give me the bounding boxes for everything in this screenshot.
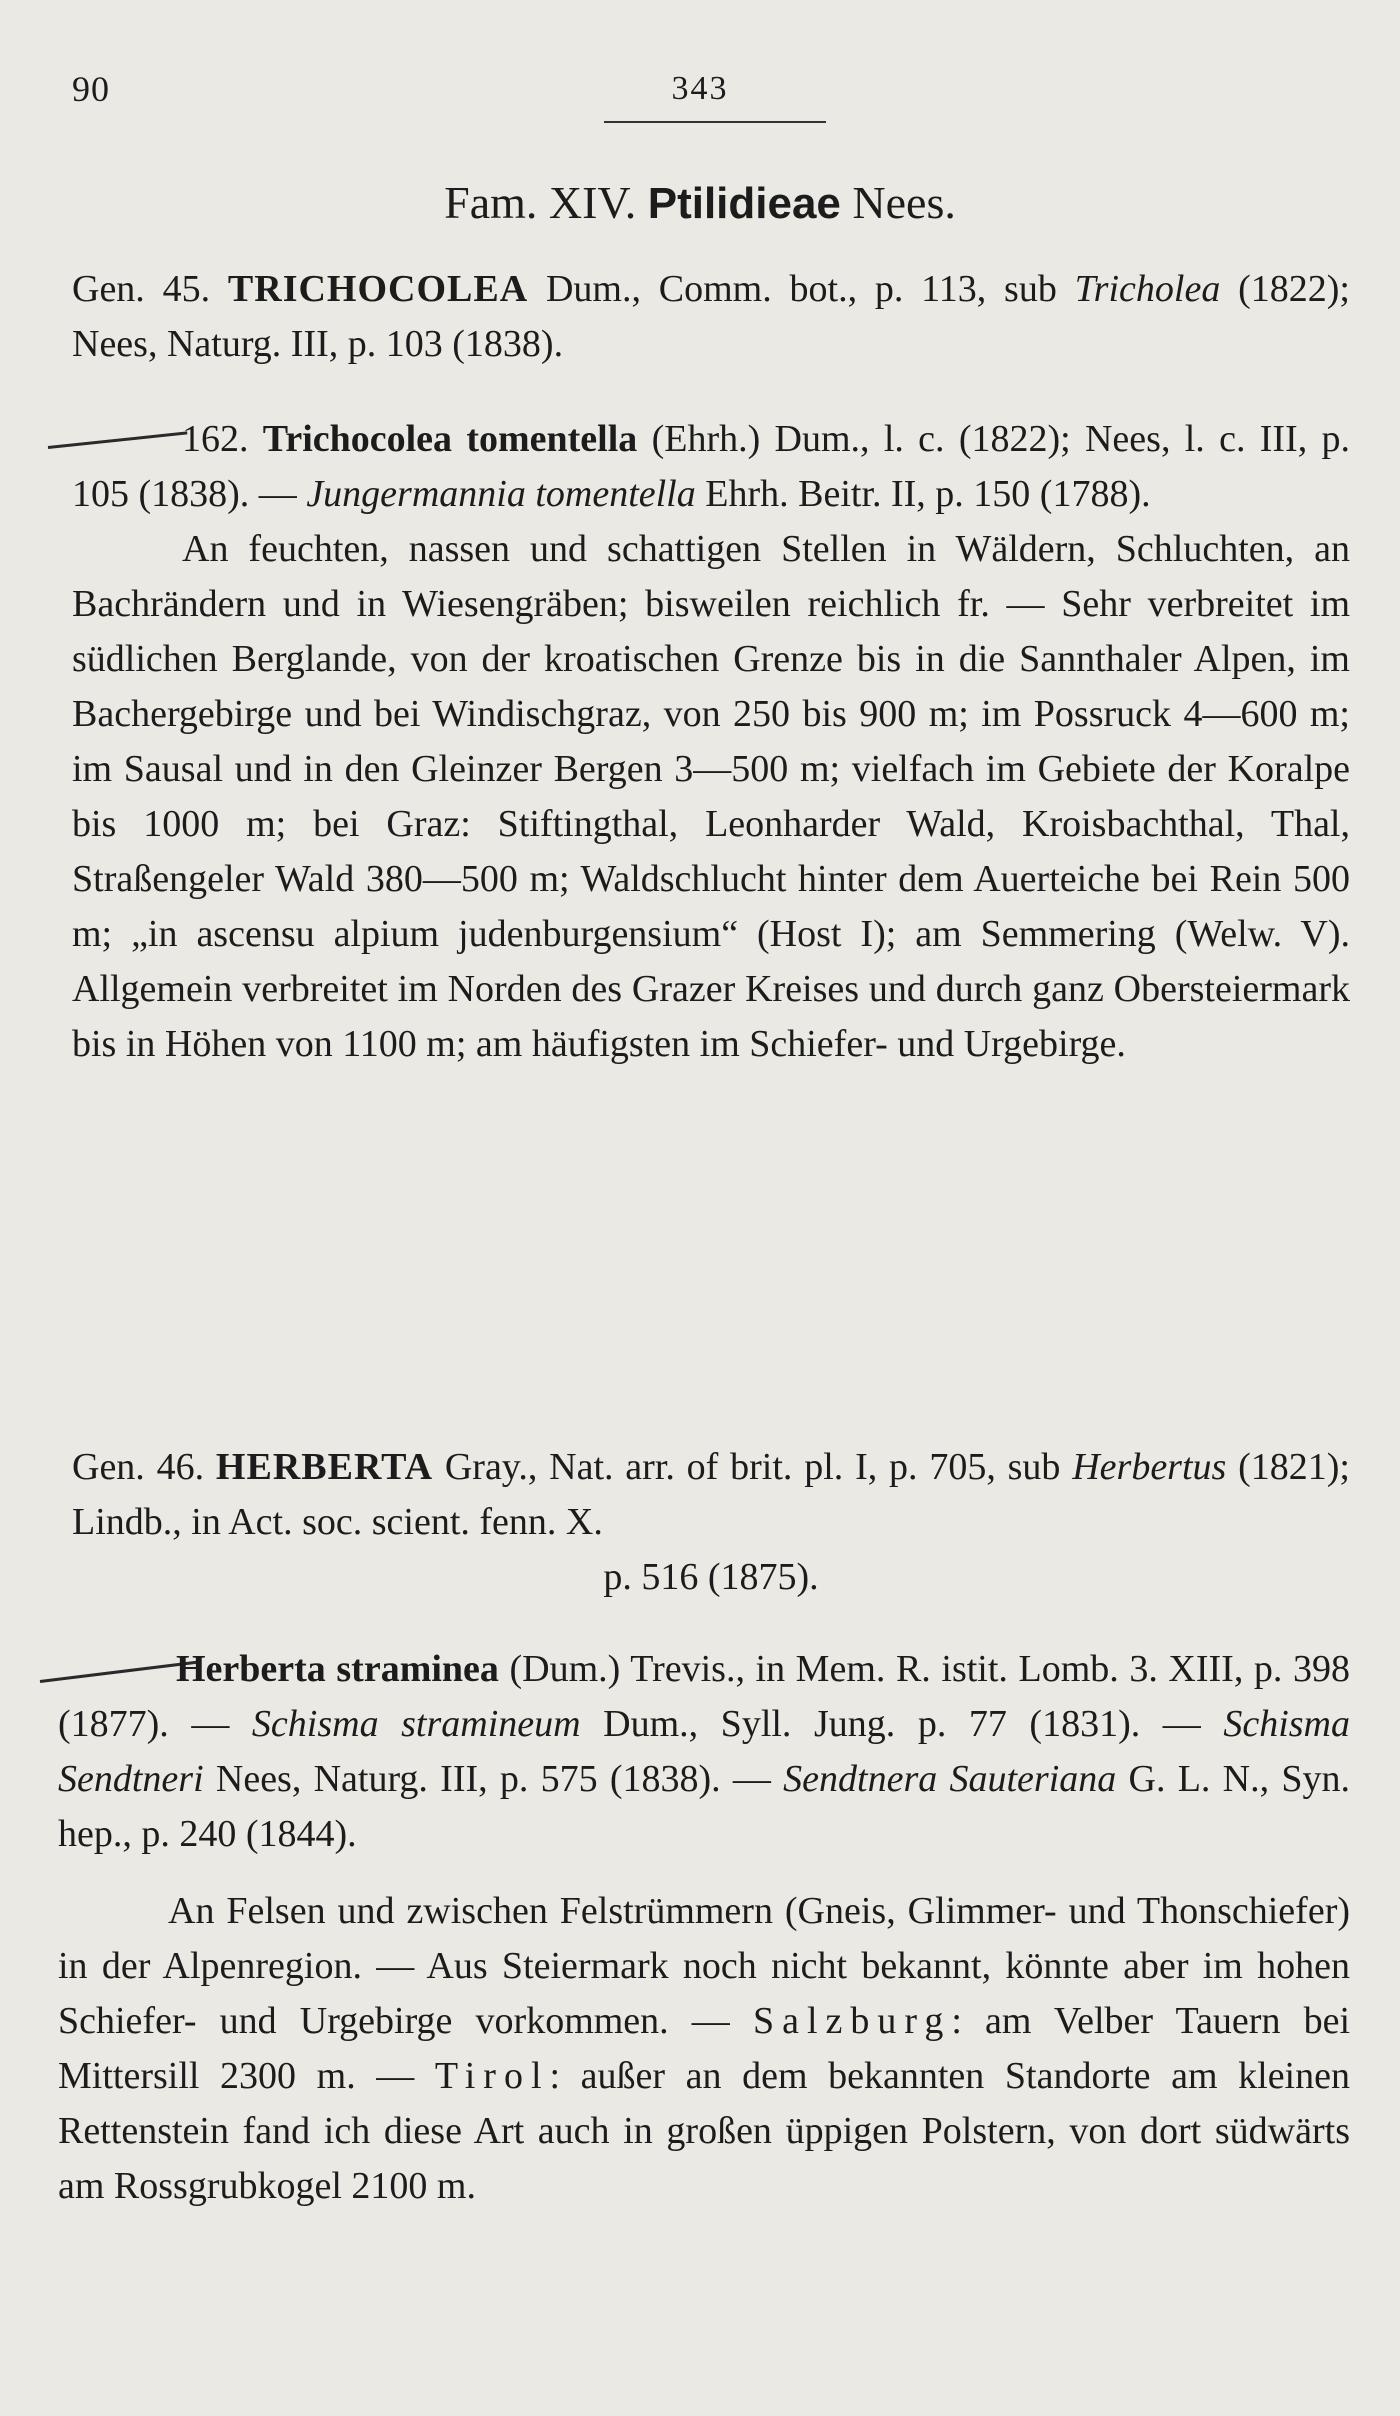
species-162-number: 162. (182, 418, 263, 460)
family-heading (0, 176, 1400, 229)
genus-45-label: Gen. 45. (72, 268, 228, 310)
herberta-citation-2: Dum., Syll. Jung. p. 77 (1831). — (580, 1703, 1224, 1745)
herberta-citation-1: (Dum.) Trevis., in Mem. R. istit. Lomb. 3. XIII, p. 398 (1877). — (58, 1648, 1350, 1745)
genus-46-citation-3: p. 516 (1875). (603, 1556, 819, 1598)
genus-46-entry (72, 1440, 1350, 1605)
species-162-habitat: An feuchten, nassen und schattigen Stellen in Wäldern, Schluchten, an Bachrändern und in Wiesengräben; bisweilen reichlich fr. — Sehr verbreitet im südlichen Berglande, von der kroatischen Grenze bis in die Sannthaler Alpen, im Bachergebirge und bei Windischgraz, von 250 bis 900 m; im Possruck 4—600 m; im Sausal und in den Gleinzer Bergen 3—500 m; vielfach im Gebiete der Koralpe bis 1000 m; bei Graz: Stiftingthal, Leonharder Wald, Kroisbachthal, Thal, Straßengeler Wald 380—500 m; Waldschlucht hinter dem Auerteiche bei Rein 500 m; „in ascensu alpium judenburgensium“ (Host I); am Semmering (Welw. V). Allgemein verbreitet im Norden des Grazer Kreises und durch ganz Obersteiermark bis in Höhen von 1100 m; am häufigsten im Schiefer- und Urgebirge. (72, 528, 1350, 1065)
genus-45-synonym: Tricholea (1074, 268, 1221, 310)
herberta-synonym-1: Schisma stramineum (251, 1703, 581, 1745)
herberta-name: Herberta straminea (176, 1648, 499, 1690)
family-author: Nees. (840, 177, 956, 228)
genus-45-citation-1: Dum., Comm. bot., p. 113, sub (528, 268, 1075, 310)
herberta-region-salzburg: Salzburg (752, 2000, 952, 2042)
header-rule (604, 121, 826, 123)
species-162-entry (72, 412, 1350, 1072)
page-number-center: 343 (671, 70, 729, 107)
family-name: Ptilidieae (647, 179, 841, 228)
herberta-habitat-1: An Felsen und zwischen Felstrümmern (Gneis, Glimmer- und Thonschiefer) in der Alpenregion. — Aus Steiermark noch nicht bekannt, könnte aber im hohen Schiefer- und Urgebirge vorkommen. — (58, 1890, 1350, 2042)
genus-46-label: Gen. 46. (72, 1446, 216, 1488)
herberta-habitat-3: : außer an dem bekannten Standorte am kleinen Rettenstein fand ich diese Art auch in großen üppigen Polstern, von dort südwärts am Rossgrubkogel 2100 m. (58, 2055, 1350, 2207)
herberta-synonym-3: Sendtnera Sauteriana (783, 1758, 1117, 1800)
genus-46-name: HERBERTA (215, 1446, 434, 1488)
herberta-citation-3: Nees, Naturg. III, p. 575 (1838). — (203, 1758, 784, 1800)
species-162-synonym: Jungermannia tomentella (306, 473, 696, 515)
herberta-synonym-2: Schisma Sendtneri (58, 1703, 1350, 1800)
species-162-citation-1: (Ehrh.) Dum., l. c. (1822); Nees, l. c. III, p. 105 (1838). — (72, 418, 1350, 515)
species-162-name: Trichocolea tomentella (262, 418, 638, 460)
herberta-straminea-entry (58, 1642, 1350, 2214)
species-162-citation-2: Ehrh. Beitr. II, p. 150 (1788). (695, 473, 1151, 515)
genus-45-citation-2: (1822); Nees, Naturg. III, p. 103 (1838). (72, 268, 1350, 365)
herberta-habitat (58, 1884, 1350, 2214)
herberta-region-tirol: Tirol (434, 2055, 550, 2097)
herberta-citation-4: G. L. N., Syn. hep., p. 240 (1844). (58, 1758, 1350, 1855)
family-prefix: Fam. XIV. (444, 177, 648, 228)
genus-45-entry (72, 262, 1350, 372)
genus-45-name: TRICHOCOLEA (227, 268, 529, 310)
genus-46-citation-2: (1821); Lindb., in Act. soc. scient. fenn. X. (72, 1446, 1350, 1543)
herberta-habitat-2: : am Velber Tauern bei Mittersill 2300 m. — (58, 2000, 1351, 2097)
genus-46-synonym: Herbertus (1072, 1446, 1227, 1488)
genus-46-citation-1: Gray., Nat. arr. of brit. pl. I, p. 705, sub (433, 1446, 1073, 1488)
page-number-left: 90 (72, 69, 110, 109)
